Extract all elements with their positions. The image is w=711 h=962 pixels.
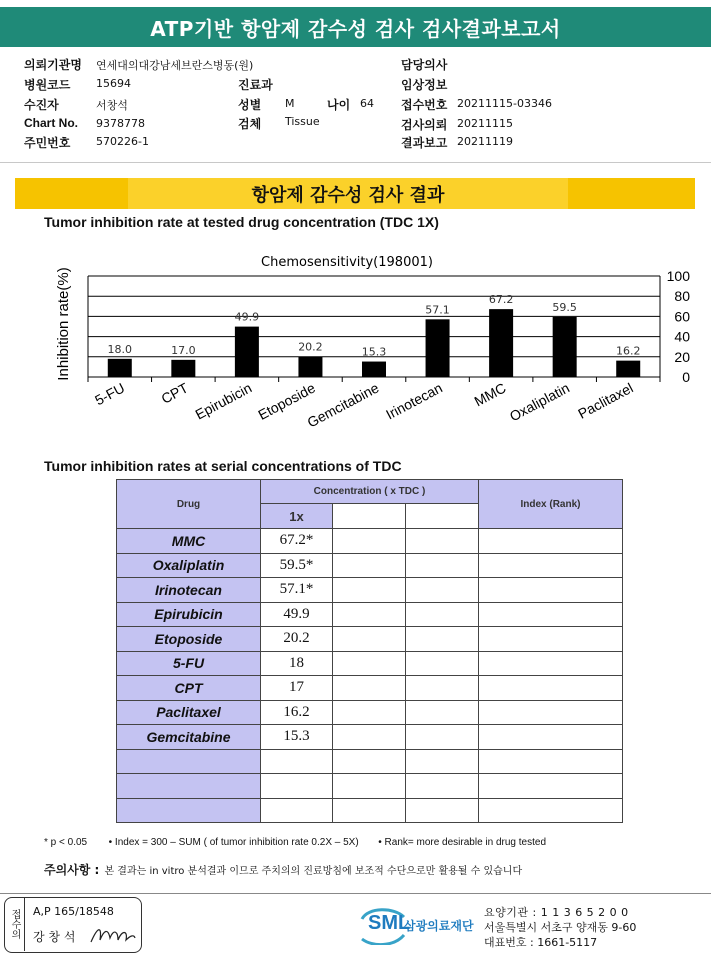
index-rank-cell: [479, 676, 623, 701]
rate-1x-cell: 16.2: [261, 700, 333, 725]
stamp-line2: 강 창 석: [33, 930, 76, 944]
empty-concentration-cell: [406, 651, 479, 676]
request-value: 20211115: [457, 117, 513, 130]
table-row: [117, 725, 623, 750]
empty-concentration-cell: [333, 529, 406, 554]
y-tick-label: 40: [674, 328, 690, 345]
bar: [235, 327, 259, 377]
empty-concentration-cell: [333, 749, 406, 774]
x-tick-label: Epirubicin: [192, 379, 255, 423]
y-tick-label: 0: [682, 369, 690, 385]
footnote-p: * p < 0.05: [44, 837, 88, 848]
y-tick-label: 100: [666, 268, 690, 284]
serial-concentration-table: [116, 479, 623, 823]
bar-value-label: 20.2: [298, 340, 323, 354]
x-tick-label: CPT: [158, 379, 191, 407]
age-value: 64: [360, 97, 374, 110]
bar-value-label: 16.2: [615, 344, 641, 358]
drug-name-cell: Oxaliplatin: [117, 553, 261, 578]
requester-label: 의뢰기관명: [24, 58, 82, 72]
chart-no-label: Chart No.: [24, 116, 78, 130]
drug-header: Drug: [117, 480, 261, 529]
chart-no-value: 9378778: [96, 117, 145, 130]
section-title-serial: Tumor inhibition rates at serial concentrations of TDC: [44, 458, 402, 474]
index-rank-cell: [479, 553, 623, 578]
age-label: 나이: [327, 98, 351, 112]
index-rank-cell: [479, 749, 623, 774]
rate-1x-cell: 57.1*: [261, 578, 333, 603]
rate-1x-cell: 20.2: [261, 627, 333, 652]
sex-label: 성별: [238, 98, 262, 112]
org-phone: 대표번호 : 1661-5117: [484, 936, 598, 949]
drug-name-cell: Paclitaxel: [117, 700, 261, 725]
index-rank-cell: [479, 578, 623, 603]
bar-value-label: 57.1: [425, 303, 450, 317]
chemosensitivity-chart: [0, 240, 711, 455]
x-tick-label: Paclitaxel: [575, 379, 636, 422]
empty-concentration-cell: [333, 602, 406, 627]
caution-text: 본 결과는 in vitro 분석결과 이므로 주치의의 진료방침에 보조적 수단으로만 활용될 수 있습니다: [104, 866, 523, 877]
caution-label: 주의사항 :: [44, 863, 100, 877]
stamp-head: [4, 897, 25, 951]
org-address: 서울특별시 서초구 양재동 9-60: [484, 921, 637, 934]
y-tick-label: 60: [674, 308, 690, 325]
id-value: 570226-1: [96, 135, 149, 148]
empty-concentration-cell: [333, 627, 406, 652]
empty-concentration-cell: [333, 676, 406, 701]
hospital-code-label: 병원코드: [24, 78, 71, 92]
table-row: [117, 700, 623, 725]
org-name: 삼광의료재단: [404, 919, 474, 933]
rate-1x-cell: 67.2*: [261, 529, 333, 554]
x-tick-label: Oxaliplatin: [506, 379, 573, 425]
chart-title: Chemosensitivity(198001): [261, 255, 433, 270]
table-row: [117, 651, 623, 676]
stamp-head-text: 접수의: [9, 909, 20, 939]
x-tick-label: MMC: [471, 379, 509, 410]
bar: [616, 361, 640, 377]
empty-concentration-cell: [406, 798, 479, 823]
empty-concentration-cell: [406, 749, 479, 774]
table-row: [117, 798, 623, 823]
empty-concentration-cell: [333, 700, 406, 725]
drug-name-cell: CPT: [117, 676, 261, 701]
index-rank-cell: [479, 725, 623, 750]
bar-value-label: 59.5: [552, 300, 577, 314]
receipt-label: 접수번호: [401, 98, 448, 112]
bar-value-label: 49.9: [234, 310, 260, 324]
stamp-line1: A,P 165/18548: [33, 905, 114, 918]
footer-divider: [0, 893, 711, 894]
rate-1x-cell: [261, 749, 333, 774]
table-header-row: [117, 480, 623, 504]
empty-concentration-cell: [406, 602, 479, 627]
table-row: [117, 602, 623, 627]
y-tick-label: 80: [674, 288, 690, 305]
rate-1x-cell: 15.3: [261, 725, 333, 750]
empty-concentration-cell: [333, 725, 406, 750]
bar: [489, 309, 513, 377]
y-tick-label: 20: [674, 348, 690, 365]
bar-value-label: 67.2: [488, 293, 514, 307]
empty-concentration-cell: [333, 553, 406, 578]
empty-concentration-cell: [406, 725, 479, 750]
concentration-blank-header: [333, 504, 406, 529]
concentration-1x-header: 1x: [261, 504, 333, 529]
footnote-rank: • Rank= more desirable in drug tested: [378, 837, 547, 848]
footnote-index: • Index = 300 – SUM ( of tumor inhibition rate 0.2X – 5X): [108, 837, 359, 848]
table-row: [117, 553, 623, 578]
x-tick-label: Etoposide: [255, 379, 318, 423]
bar-value-label: 15.3: [361, 345, 387, 359]
specimen-label: 검체: [238, 117, 262, 131]
empty-concentration-cell: [333, 774, 406, 799]
empty-concentration-cell: [406, 627, 479, 652]
index-rank-cell: [479, 651, 623, 676]
rate-1x-cell: [261, 774, 333, 799]
bar-value-label: 17.0: [171, 343, 196, 357]
bar: [553, 317, 577, 377]
requester-value: 연세대의대강남세브란스병동(원): [96, 59, 254, 72]
drug-name-cell: [117, 749, 261, 774]
drug-name-cell: [117, 774, 261, 799]
result-header: 항암제 감수성 검사 결과: [128, 178, 568, 209]
footnote: [44, 837, 546, 848]
caution-notice: [44, 859, 522, 878]
report-value: 20211119: [457, 135, 513, 148]
dept-label: 진료과: [238, 78, 273, 92]
index-rank-cell: [479, 529, 623, 554]
index-rank-header: Index (Rank): [479, 480, 623, 529]
x-tick-label: 5-FU: [92, 379, 128, 409]
doctor-label: 담당의사: [401, 58, 448, 72]
index-rank-cell: [479, 700, 623, 725]
table-row: [117, 749, 623, 774]
bar: [298, 357, 322, 377]
empty-concentration-cell: [406, 700, 479, 725]
id-label: 주민번호: [24, 136, 71, 150]
empty-concentration-cell: [406, 676, 479, 701]
receipt-value: 20211115-03346: [457, 97, 552, 110]
request-label: 검사의뢰: [401, 118, 448, 132]
drug-name-cell: 5-FU: [117, 651, 261, 676]
divider: [0, 162, 711, 163]
clinical-label: 임상정보: [401, 78, 448, 92]
signature: [88, 922, 138, 948]
rate-1x-cell: 18: [261, 651, 333, 676]
concentration-header: Concentration ( x TDC ): [261, 480, 479, 504]
sml-logo-text: SML: [368, 912, 411, 934]
table-row: [117, 578, 623, 603]
index-rank-cell: [479, 627, 623, 652]
rate-1x-cell: [261, 798, 333, 823]
empty-concentration-cell: [406, 774, 479, 799]
x-tick-label: Gemcitabine: [304, 379, 382, 431]
rate-1x-cell: 49.9: [261, 602, 333, 627]
bar: [171, 360, 195, 377]
bar: [426, 319, 450, 377]
empty-concentration-cell: [333, 798, 406, 823]
patient-value: 서창석: [96, 99, 128, 112]
table-row: [117, 774, 623, 799]
empty-concentration-cell: [333, 651, 406, 676]
table-row: [117, 529, 623, 554]
drug-name-cell: Etoposide: [117, 627, 261, 652]
index-rank-cell: [479, 602, 623, 627]
concentration-blank-header: [406, 504, 479, 529]
section-title-tdc: Tumor inhibition rate at tested drug concentration (TDC 1X): [44, 214, 439, 230]
chart-plot-area: [88, 268, 690, 431]
rate-1x-cell: 17: [261, 676, 333, 701]
empty-concentration-cell: [406, 578, 479, 603]
sex-value: M: [285, 97, 295, 110]
empty-concentration-cell: [333, 578, 406, 603]
x-tick-label: Irinotecan: [383, 379, 445, 423]
rate-1x-cell: 59.5*: [261, 553, 333, 578]
index-rank-cell: [479, 798, 623, 823]
bar-value-label: 18.0: [107, 342, 133, 356]
chart-y-axis-label: Inhibition rate(%): [55, 267, 72, 381]
drug-name-cell: MMC: [117, 529, 261, 554]
drug-name-cell: Gemcitabine: [117, 725, 261, 750]
table-row: [117, 676, 623, 701]
org-code: 요양기관 : 1 1 3 6 5 2 0 0: [484, 906, 629, 919]
drug-name-cell: Epirubicin: [117, 602, 261, 627]
drug-name-cell: [117, 798, 261, 823]
bar: [362, 362, 386, 377]
index-rank-cell: [479, 774, 623, 799]
table-row: [117, 627, 623, 652]
report-label: 결과보고: [401, 136, 448, 150]
patient-label: 수진자: [24, 98, 59, 112]
empty-concentration-cell: [406, 553, 479, 578]
report-title: ATP기반 항암제 감수성 검사 검사결과보고서: [0, 7, 711, 47]
bar: [108, 359, 132, 377]
drug-name-cell: Irinotecan: [117, 578, 261, 603]
empty-concentration-cell: [406, 529, 479, 554]
hospital-code-value: 15694: [96, 77, 131, 90]
specimen-value: Tissue: [285, 115, 320, 128]
